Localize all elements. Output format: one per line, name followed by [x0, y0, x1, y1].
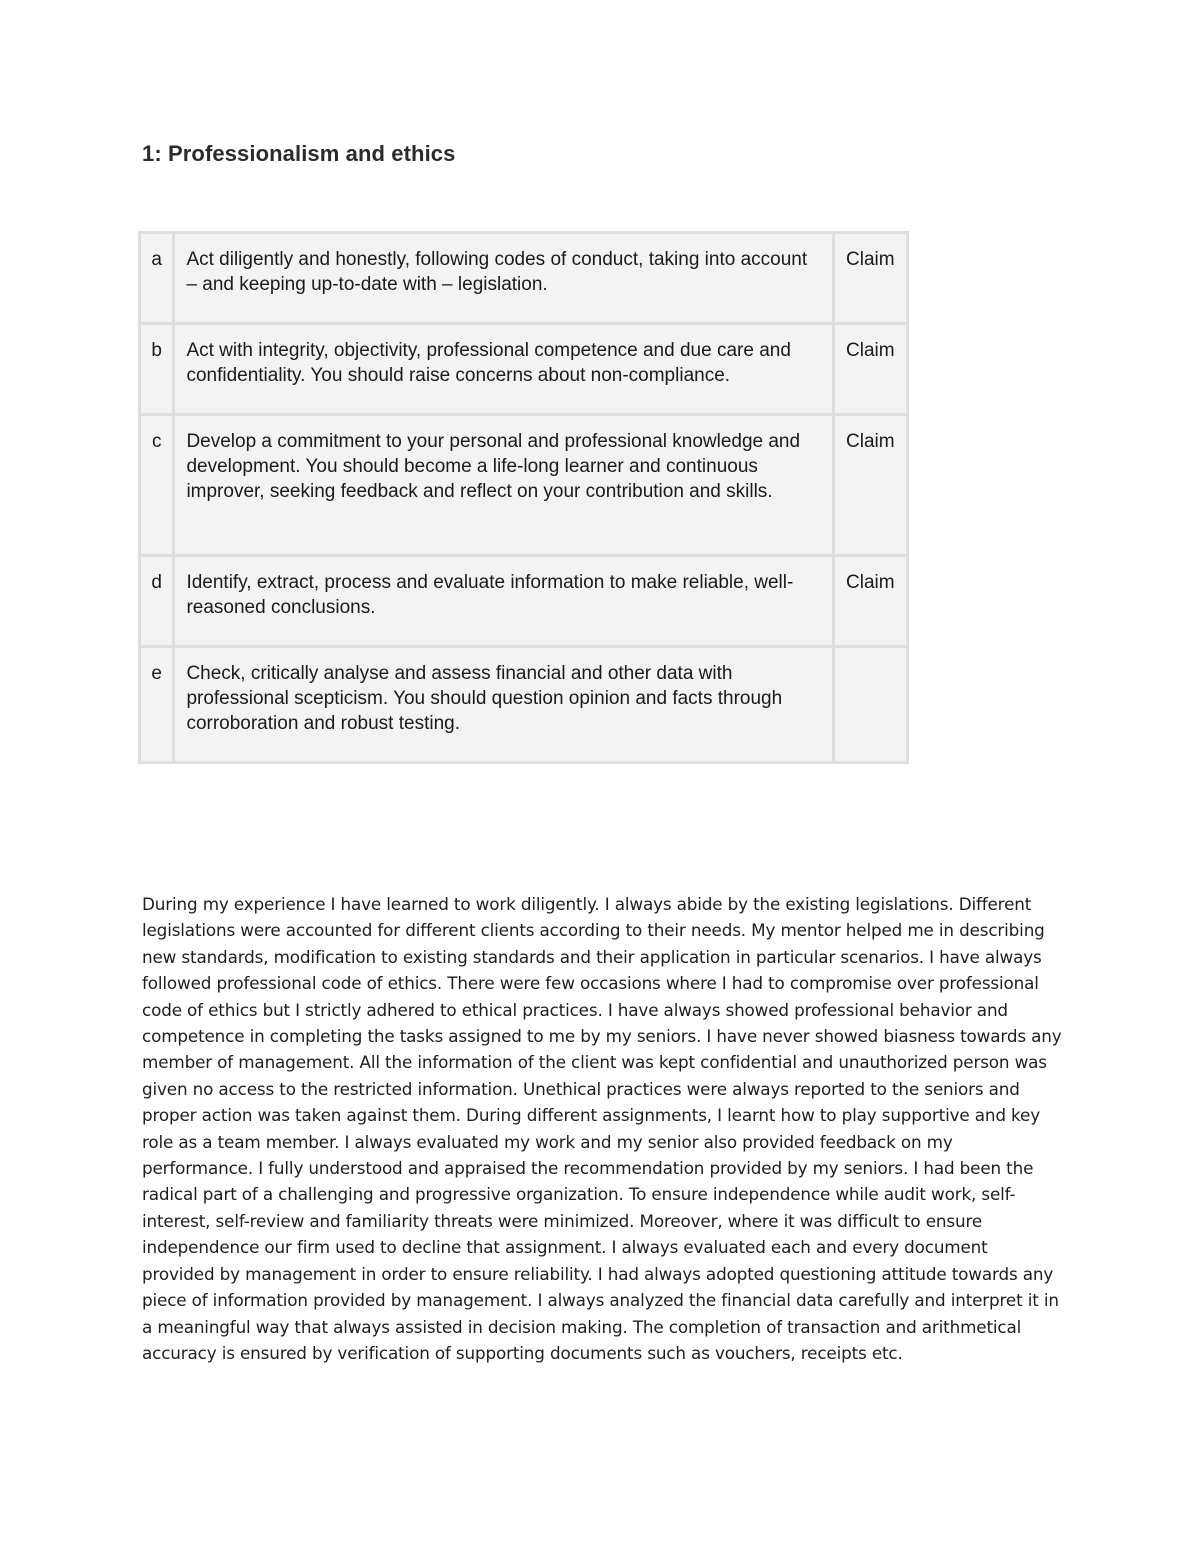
row-description: Act with integrity, objectivity, professional competence and due care and confidentiality. You should raise concerns about non-compliance.: [174, 324, 833, 415]
row-letter: e: [140, 647, 174, 763]
row-description: Act diligently and honestly, following codes of conduct, taking into account – and keeping up-to-date with – legislation.: [174, 233, 833, 324]
row-letter: b: [140, 324, 174, 415]
row-letter: c: [140, 415, 174, 556]
table-row: [140, 556, 908, 647]
table-row: [140, 324, 908, 415]
section-heading: 1: Professionalism and ethics: [142, 141, 456, 166]
row-claim: Claim: [833, 233, 907, 324]
row-letter: a: [140, 233, 174, 324]
table-row: [140, 415, 908, 556]
row-claim: Claim: [833, 415, 907, 556]
row-description: Identify, extract, process and evaluate information to make reliable, well-reasoned conclusions.: [174, 556, 833, 647]
narrative-paragraph: During my experience I have learned to work diligently. I always abide by the existing legislations. Different legislations were accounted for different clients according to their needs. My mentor helped me in describing new standards, modification to existing standards and their application in particular scenarios. I have always followed professional code of ethics. There were few occasions where I had to compromise over professional code of ethics but I strictly adhered to ethical practices. I have always showed professional behavior and competence in completing the tasks assigned to me by my seniors. I have never showed biasness towards any member of management. All the information of the client was kept confidential and unauthorized person was given no access to the restricted information. Unethical practices were always reported to the seniors and proper action was taken against them. During different assignments, I learnt how to play supportive and key role as a team member. I always evaluated my work and my senior also provided feedback on my performance. I fully understood and appraised the recommendation provided by my seniors. I had been the radical part of a challenging and progressive organization. To ensure independence while audit work, self-interest, self-review and familiarity threats were minimized. Moreover, where it was difficult to ensure independence our firm used to decline that assignment. I always evaluated each and every document provided by management in order to ensure reliability. I had always adopted questioning attitude towards any piece of information provided by management. I always analyzed the financial data carefully and interpret it in a meaningful way that always assisted in decision making. The completion of transaction and arithmetical accuracy is ensured by verification of supporting documents such as vouchers, receipts etc.: [142, 894, 1062, 1363]
row-description: Check, critically analyse and assess financial and other data with professional scepticism. You should question opinion and facts through corroboration and robust testing.: [174, 647, 833, 763]
table-row: [140, 647, 908, 763]
row-description: Develop a commitment to your personal and professional knowledge and development. You should become a life-long learner and continuous improver, seeking feedback and reflect on your contribution and skills.: [174, 415, 833, 556]
row-letter: d: [140, 556, 174, 647]
table-row: [140, 233, 908, 324]
row-claim: Claim: [833, 324, 907, 415]
row-claim: [833, 647, 907, 763]
row-claim: Claim: [833, 556, 907, 647]
criteria-table: [138, 231, 909, 764]
